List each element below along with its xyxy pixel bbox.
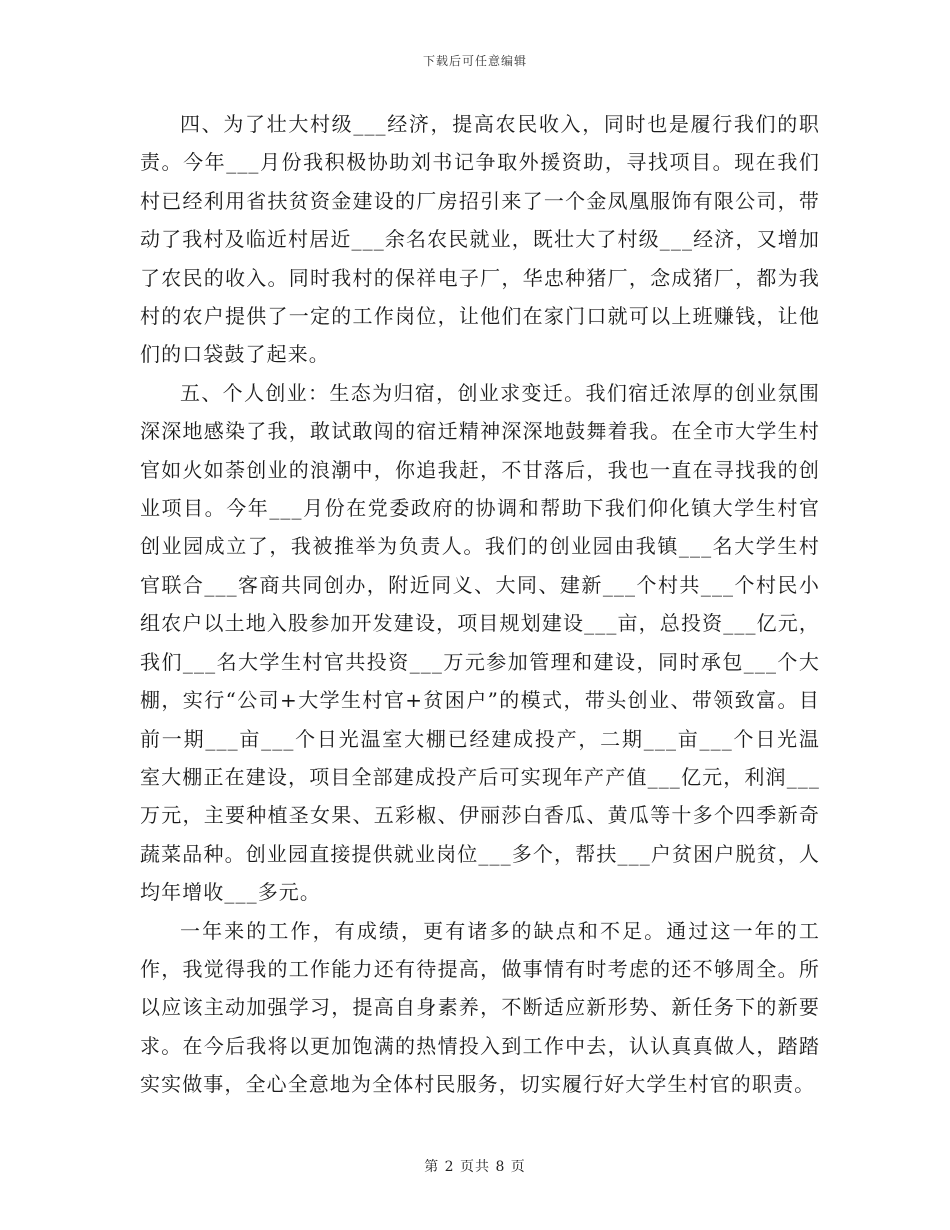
- page-header: 下载后可任意编辑: [422, 54, 527, 68]
- paragraph-summary: 一年来的工作，有成绩，更有诸多的缺点和不足。通过这一年的工作，我觉得我的工作能力还有待提高，做事情有时考虑的还不够周全。所以应该主动加强学习，提高自身素养，不断适应新形势、新任务下的新要求。在今后我将以更加饱满的热情投入到工作中去，认认真真做人，踏踏实实做事，全心全意地为全体村民服务，切实履行好大学生村官的职责。: [140, 918, 820, 1097]
- paragraph-four: 四、为了壮大村级___经济，提高农民收入，同时也是履行我们的职责。今年___月份我积极协助刘书记争取外援资助，寻找项目。现在我们村已经利用省扶贫资金建设的厂房招引来了一个金凤凰服饰有限公司，带动了我村及临近村居近___余名农民就业，既壮大了村级___经济，又增加了农民的收入。同时我村的保祥电子厂，华忠种猪厂，念成猪厂，都为我村的农户提供了一定的工作岗位，让他们在家门口就可以上班赚钱，让他们的口袋鼓了起来。: [140, 112, 820, 367]
- paragraph-five: 五、个人创业：生态为归宿，创业求变迁。我们宿迁浓厚的创业氛围深深地感染了我，敢试敢闯的宿迁精神深深地鼓舞着我。在全市大学生村官如火如荼创业的浪潮中，你追我赶，不甘落后，我也一直在寻找我的创业项目。今年___月份在党委政府的协调和帮助下我们仰化镇大学生村官创业园成立了，我被推举为负责人。我们的创业园由我镇___名大学生村官联合___客商共同创办，附近同义、大同、建新___个村共___个村民小组农户以土地入股参加开发建设，项目规划建设___亩，总投资___亿元，我们___名大学生村官共投资___万元参加管理和建设，同时承包___个大棚，实行“公司+大学生村官+贫困户”的模式，带头创业、带领致富。目前一期___亩___个日光温室大棚已经建成投产，二期___亩___个日光温室大棚正在建设，项目全部建成投产后可实现年产产值___亿元，利润___万元，主要种植圣女果、五彩椒、伊丽莎白香瓜、黄瓜等十多个四季新奇蔬菜品种。创业园直接提供就业岗位___多个，帮扶___户贫困户脱贫，人均年增收___多元。: [140, 380, 820, 905]
- document-body: [140, 105, 820, 1104]
- page-number: 第 2 页共 8 页: [424, 1159, 526, 1175]
